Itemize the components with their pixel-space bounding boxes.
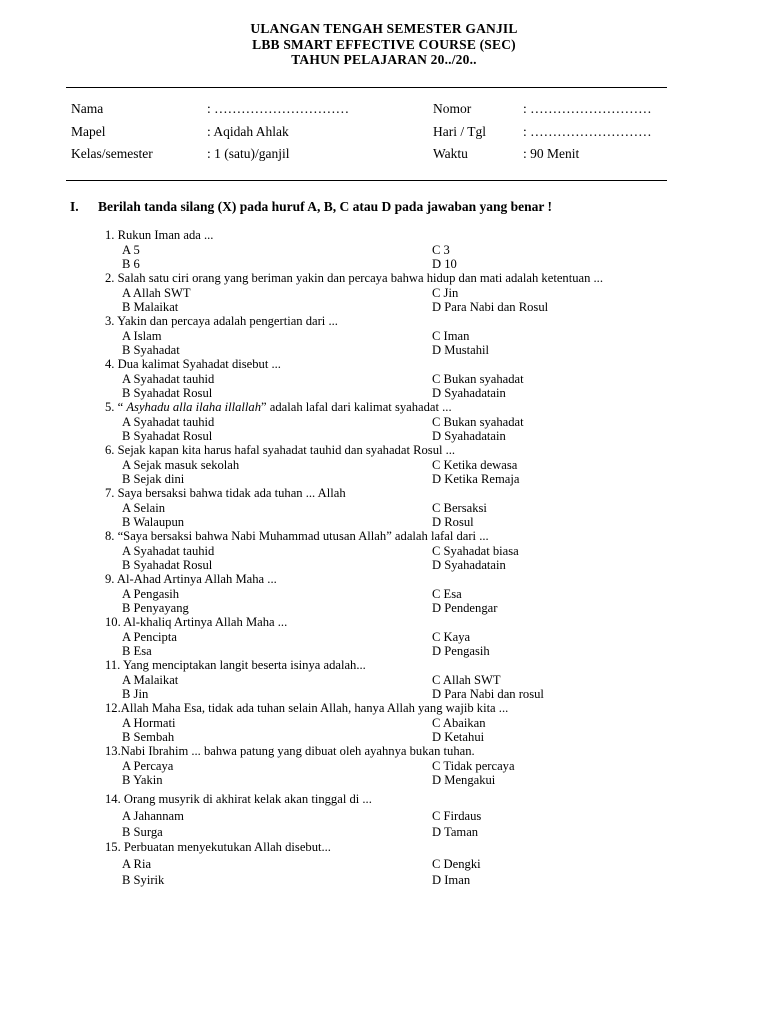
question-15-option-a[interactable]: A Ria: [122, 856, 152, 871]
question-9-option-b[interactable]: B Penyayang: [122, 601, 189, 615]
question-13-text: 13.Nabi Ibrahim ... bahwa patung yang dibuat oleh ayahnya bukan tuhan.: [105, 744, 475, 758]
question-6-option-c[interactable]: C Ketika dewasa: [432, 457, 518, 472]
question-7-text: 7. Saya bersaksi bahwa tidak ada tuhan ... Allah: [105, 486, 346, 500]
question-2-option-d[interactable]: D Para Nabi dan Rosul: [432, 300, 549, 314]
question-6-option-a[interactable]: A Sejak masuk sekolah: [122, 457, 240, 472]
question-text-start: 5. “: [105, 400, 127, 414]
question-5-option-c[interactable]: C Bukan syahadat: [432, 414, 524, 429]
question-15-option-d[interactable]: D Iman: [432, 873, 471, 887]
question-10-option-d[interactable]: D Pengasih: [432, 644, 490, 658]
question-1-option-b[interactable]: B 6: [122, 257, 140, 271]
question-6-text: 6. Sejak kapan kita harus hafal syahadat tauhid dan syahadat Rosul ...: [105, 443, 456, 457]
question-13-option-d[interactable]: D Mengakui: [432, 773, 496, 787]
hari-label: Hari / Tgl: [433, 124, 486, 139]
kelas-label: Kelas/semester: [71, 146, 153, 161]
question-15-option-c[interactable]: C Dengki: [432, 856, 481, 871]
question-1-option-d[interactable]: D 10: [432, 257, 457, 271]
question-12-text: 12.Allah Maha Esa, tidak ada tuhan selain Allah, hanya Allah yang wajib kita ...: [105, 701, 509, 715]
question-3-option-c[interactable]: C Iman: [432, 328, 470, 343]
question-1-option-c[interactable]: C 3: [432, 242, 450, 257]
question-9-option-a[interactable]: A Pengasih: [122, 586, 180, 601]
question-14-option-c[interactable]: C Firdaus: [432, 808, 482, 823]
question-7-option-d[interactable]: D Rosul: [432, 515, 474, 529]
question-text-quote: Asyhadu alla ilaha illallah: [126, 400, 262, 414]
question-5-option-d[interactable]: D Syahadatain: [432, 429, 506, 443]
question-11-option-d[interactable]: D Para Nabi dan rosul: [432, 687, 544, 701]
question-6-option-b[interactable]: B Sejak dini: [122, 472, 185, 486]
question-9-option-c[interactable]: C Esa: [432, 586, 462, 601]
question-5-option-b[interactable]: B Syahadat Rosul: [122, 429, 213, 443]
question-12-option-c[interactable]: C Abaikan: [432, 715, 486, 730]
question-10-text: 10. Al-khaliq Artinya Allah Maha ...: [105, 615, 288, 629]
question-13-option-b[interactable]: B Yakin: [122, 773, 163, 787]
question-13-option-c[interactable]: C Tidak percaya: [432, 758, 515, 773]
question-14-option-b[interactable]: B Surga: [122, 825, 163, 839]
question-9-text: 9. Al-Ahad Artinya Allah Maha ...: [105, 572, 277, 586]
info-divider: [66, 180, 667, 181]
mapel-value: : Aqidah Ahlak: [207, 124, 289, 139]
institution-name: LBB SMART EFFECTIVE COURSE (SEC): [252, 37, 516, 52]
question-4-option-d[interactable]: D Syahadatain: [432, 386, 506, 400]
section-number: I.: [70, 199, 79, 214]
question-4-option-a[interactable]: A Syahadat tauhid: [122, 371, 215, 386]
question-8-option-c[interactable]: C Syahadat biasa: [432, 543, 519, 558]
nama-field: : …………………………: [207, 101, 350, 116]
question-2-option-a[interactable]: A Allah SWT: [122, 285, 191, 300]
question-1-text: 1. Rukun Iman ada ...: [105, 228, 214, 242]
nomor-label: Nomor: [433, 101, 472, 116]
question-10-option-a[interactable]: A Pencipta: [122, 629, 177, 644]
question-8-option-a[interactable]: A Syahadat tauhid: [122, 543, 215, 558]
question-6-option-d[interactable]: D Ketika Remaja: [432, 472, 520, 486]
waktu-value: : 90 Menit: [523, 146, 580, 161]
question-7-option-a[interactable]: A Selain: [122, 500, 166, 515]
question-10-option-c[interactable]: C Kaya: [432, 629, 471, 644]
question-1-option-a[interactable]: A 5: [122, 242, 140, 257]
question-2-option-b[interactable]: B Malaikat: [122, 300, 179, 314]
question-9-option-d[interactable]: D Pendengar: [432, 601, 498, 615]
question-4-option-b[interactable]: B Syahadat Rosul: [122, 386, 213, 400]
question-8-option-b[interactable]: B Syahadat Rosul: [122, 558, 213, 572]
question-15-text: 15. Perbuatan menyekutukan Allah disebut...: [105, 840, 331, 854]
question-11-option-a[interactable]: A Malaikat: [122, 672, 179, 687]
question-13-option-a[interactable]: A Percaya: [122, 758, 174, 773]
question-7-option-c[interactable]: C Bersaksi: [432, 500, 487, 515]
question-12-option-a[interactable]: A Hormati: [122, 715, 176, 730]
question-3-option-b[interactable]: B Syahadat: [122, 343, 180, 357]
question-11-option-b[interactable]: B Jin: [122, 687, 149, 701]
question-3-option-a[interactable]: A Islam: [122, 328, 162, 343]
question-14-text: 14. Orang musyrik di akhirat kelak akan tinggal di ...: [105, 792, 372, 806]
question-text-end: ” adalah lafal dari kalimat syahadat ...: [261, 400, 452, 414]
question-2-option-c[interactable]: C Jin: [432, 285, 459, 300]
question-3-text: 3. Yakin dan percaya adalah pengertian dari ...: [105, 314, 338, 328]
question-3-option-d[interactable]: D Mustahil: [432, 343, 490, 357]
question-2-text: 2. Salah satu ciri orang yang beriman yakin dan percaya bahwa hidup dan mati adalah ketentuan ...: [105, 271, 603, 285]
question-14-option-a[interactable]: A Jahannam: [122, 808, 184, 823]
question-7-option-b[interactable]: B Walaupun: [122, 515, 185, 529]
header-divider: [66, 87, 667, 88]
question-14-option-d[interactable]: D Taman: [432, 825, 479, 839]
question-10-option-b[interactable]: B Esa: [122, 644, 152, 658]
question-4-text: 4. Dua kalimat Syahadat disebut ...: [105, 357, 281, 371]
mapel-label: Mapel: [71, 124, 106, 139]
waktu-label: Waktu: [433, 146, 468, 161]
academic-year: TAHUN PELAJARAN 20../20..: [291, 52, 477, 67]
exam-title: ULANGAN TENGAH SEMESTER GANJIL: [250, 21, 518, 36]
hari-field: : ………………………: [523, 124, 652, 139]
question-12-option-d[interactable]: D Ketahui: [432, 730, 485, 744]
question-5-option-a[interactable]: A Syahadat tauhid: [122, 414, 215, 429]
nomor-field: : ………………………: [523, 101, 652, 116]
question-8-text: 8. “Saya bersaksi bahwa Nabi Muhammad utusan Allah” adalah lafal dari ...: [105, 529, 489, 543]
section-instruction: Berilah tanda silang (X) pada huruf A, B, C atau D pada jawaban yang benar !: [98, 199, 552, 214]
question-11-option-c[interactable]: C Allah SWT: [432, 672, 501, 687]
question-8-option-d[interactable]: D Syahadatain: [432, 558, 506, 572]
question-11-text: 11. Yang menciptakan langit beserta isinya adalah...: [105, 658, 366, 672]
question-5-text: [105, 400, 452, 414]
kelas-value: : 1 (satu)/ganjil: [207, 146, 290, 161]
question-15-option-b[interactable]: B Syirik: [122, 873, 165, 887]
question-4-option-c[interactable]: C Bukan syahadat: [432, 371, 524, 386]
nama-label: Nama: [71, 101, 104, 116]
question-12-option-b[interactable]: B Sembah: [122, 730, 175, 744]
